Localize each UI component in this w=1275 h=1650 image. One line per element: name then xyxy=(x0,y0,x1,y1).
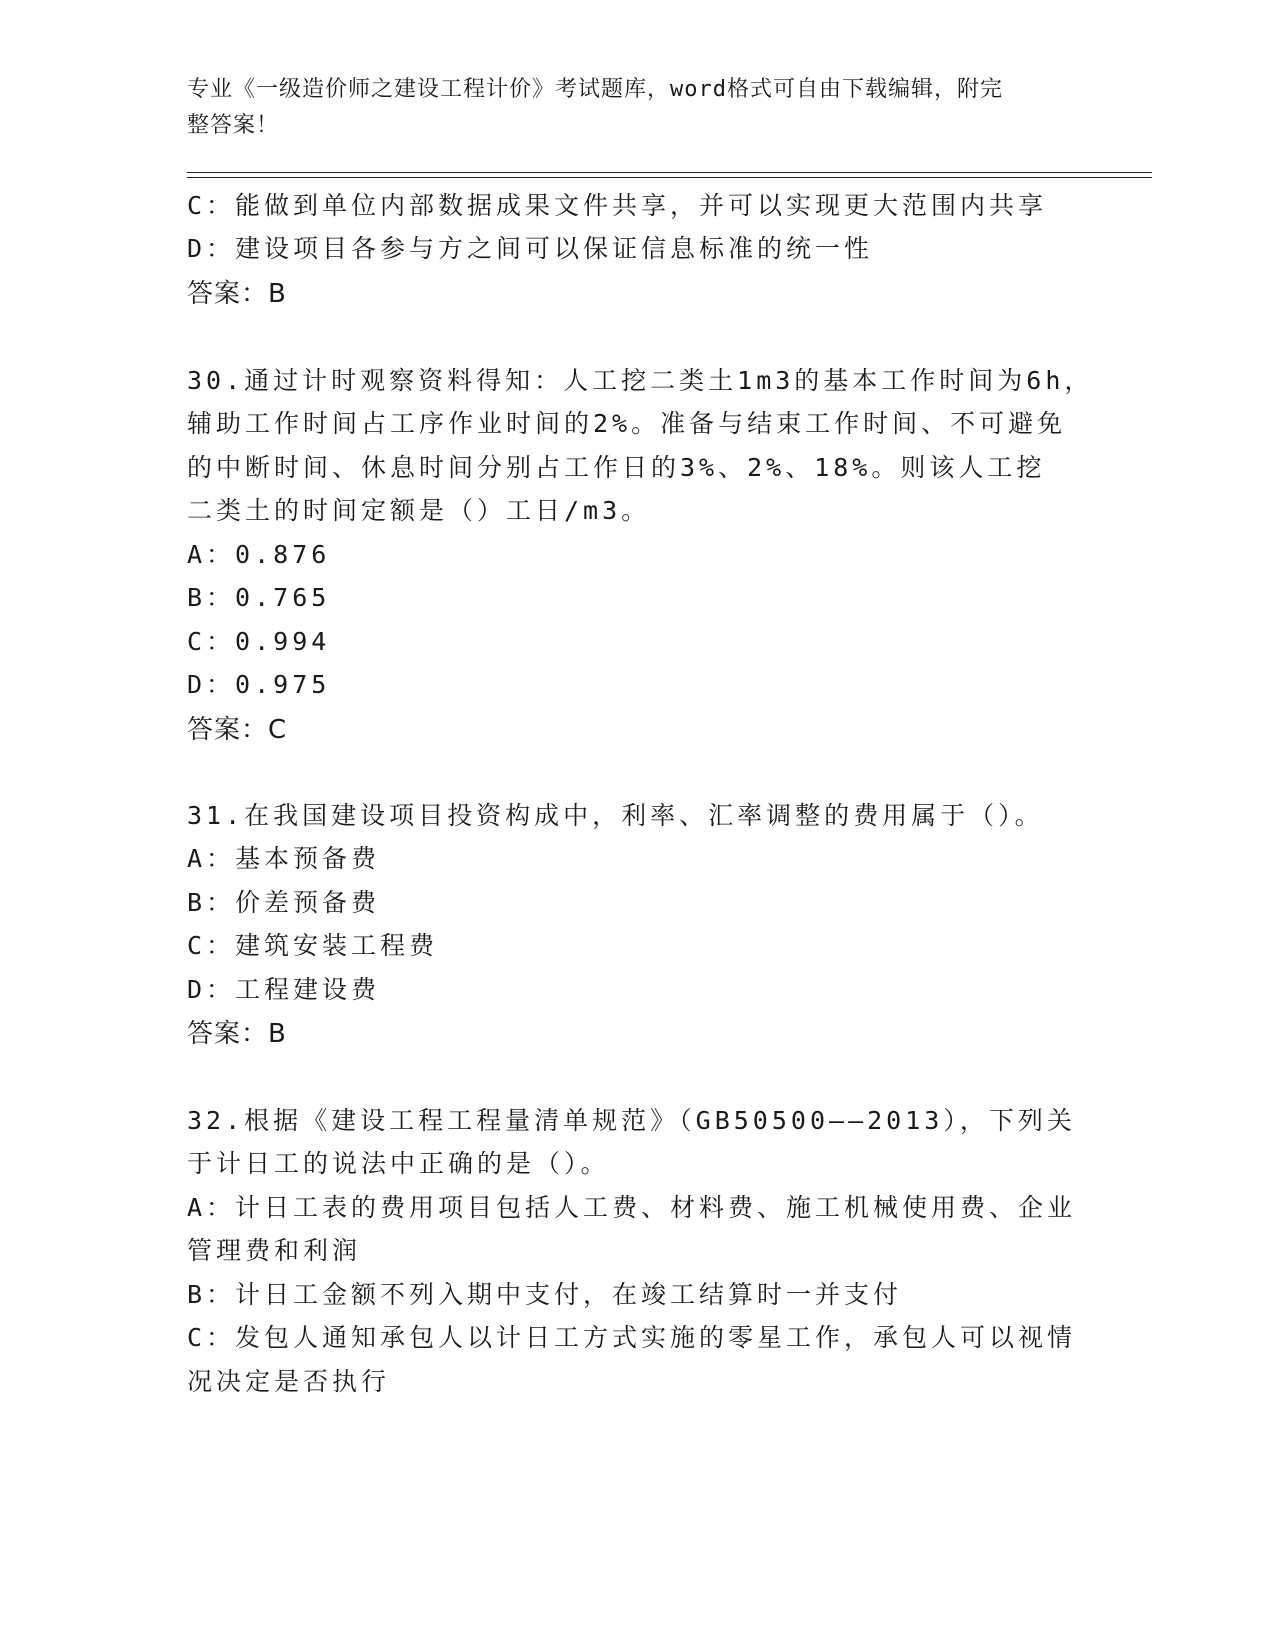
q30-stem-line-4: 二类土的时间定额是（）工日/m3。 xyxy=(187,496,651,525)
q32-stem-line-2: 于计日工的说法中正确的是（）。 xyxy=(187,1149,610,1178)
q29-option-c: C：能做到单位内部数据成果文件共享，并可以实现更大范围内共享 xyxy=(187,191,1048,220)
header-line-1: 专业《一级造价师之建设工程计价》考试题库，word格式可自由下载编辑，附完 xyxy=(187,77,1003,102)
q31-option-d: D：工程建设费 xyxy=(187,975,381,1004)
q31-option-a: A：基本预备费 xyxy=(187,844,381,873)
q32-option-c-line-2: 况决定是否执行 xyxy=(187,1367,391,1396)
q30-option-a: A：0.876 xyxy=(187,540,331,569)
q31-option-b: B：价差预备费 xyxy=(187,888,381,917)
header-rule-bottom xyxy=(187,177,1152,178)
header-line-2: 整答案！ xyxy=(187,113,280,138)
q30-option-c: C：0.994 xyxy=(187,627,331,656)
q32-stem-line-1: 32.根据《建设工程工程量清单规范》（GB50500——2013），下列关 xyxy=(187,1106,1076,1135)
q29-answer: 答案：B xyxy=(187,279,287,309)
q32-option-c-line-1: C：发包人通知承包人以计日工方式实施的零星工作，承包人可以视情 xyxy=(187,1323,1077,1352)
q30-stem-line-3: 的中断时间、休息时间分别占工作日的3%、2%、18%。则该人工挖 xyxy=(187,453,1046,482)
q32-option-a-line-1: A：计日工表的费用项目包括人工费、材料费、施工机械使用费、企业 xyxy=(187,1193,1077,1222)
document-header xyxy=(187,72,1067,144)
q30-stem-line-1: 30.通过计时观察资料得知：人工挖二类土1m3的基本工作时间为6h， xyxy=(187,366,1094,395)
header-rule-top xyxy=(187,172,1152,173)
q30-option-d: D：0.975 xyxy=(187,670,331,699)
q30-stem-line-2: 辅助工作时间占工序作业时间的2%。准备与结束工作时间、不可避免 xyxy=(187,409,1067,438)
q32-option-b: B：计日工金额不列入期中支付，在竣工结算时一并支付 xyxy=(187,1280,903,1309)
q30-answer: 答案：C xyxy=(187,715,288,745)
q32-option-a-line-2: 管理费和利润 xyxy=(187,1236,362,1265)
q30-option-b: B：0.765 xyxy=(187,583,331,612)
q31-option-c: C：建筑安装工程费 xyxy=(187,931,439,960)
q31-answer: 答案：B xyxy=(187,1019,287,1049)
q29-option-d: D：建设项目各参与方之间可以保证信息标准的统一性 xyxy=(187,234,874,263)
q31-stem-line-1: 31.在我国建设项目投资构成中，利率、汇率调整的费用属于（）。 xyxy=(187,801,1044,830)
